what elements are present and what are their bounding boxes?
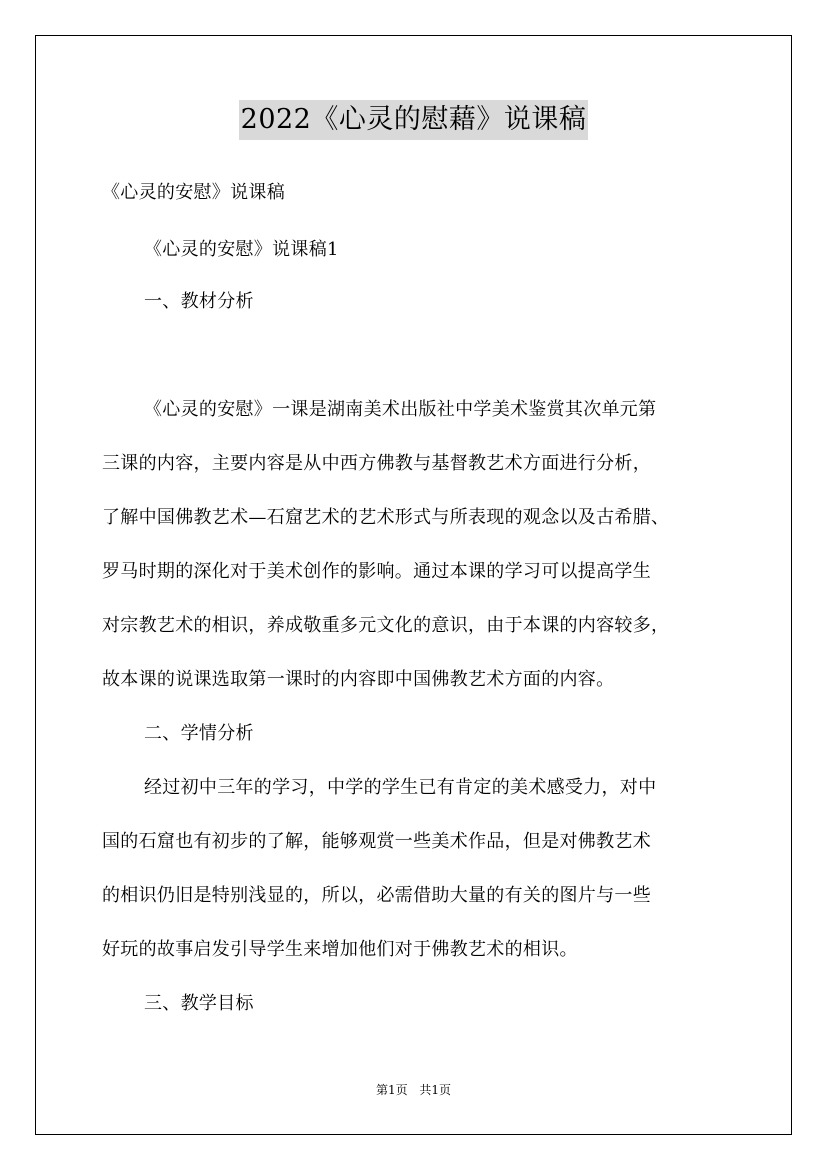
paragraph-line: 罗马时期的深化对于美术创作的影响。通过本课的学习可以提高学生 [102,561,651,582]
paragraph-line: 对宗教艺术的相识，养成敬重多元文化的意识，由于本课的内容较多， [102,615,670,636]
page-number: 第1页 [375,1083,408,1097]
paragraph-line: 经过初中三年的学习，中学的学生已有肯定的美术感受力，对中 [144,777,657,798]
section-heading: 三、教学目标 [144,993,254,1014]
paragraph-line: 了解中国佛教艺术—石窟艺术的艺术形式与所表现的观念以及古希腊、 [102,507,670,528]
paragraph-line: 好玩的故事启发引导学生来增加他们对于佛教艺术的相识。 [102,939,578,960]
section-heading: 《心灵的安慰》说课稿1 [144,239,339,260]
page-total: 共1页 [419,1083,452,1097]
title-container [0,100,827,140]
section-heading: 二、学情分析 [144,723,254,744]
page-footer [0,1082,827,1098]
paragraph-line: 三课的内容，主要内容是从中西方佛教与基督教艺术方面进行分析， [102,453,651,474]
section-heading: 一、教材分析 [144,291,254,312]
document-title: 2022《心灵的慰藉》说课稿 [239,100,589,140]
paragraph-line: 《心灵的安慰》一课是湖南美术出版社中学美术鉴赏其次单元第 [144,399,657,420]
paragraph-line: 国的石窟也有初步的了解，能够观赏一些美术作品，但是对佛教艺术 [102,831,651,852]
paragraph-line: 的相识仍旧是特别浅显的，所以，必需借助大量的有关的图片与一些 [102,885,651,906]
paragraph-line: 故本课的说课选取第一课时的内容即中国佛教艺术方面的内容。 [102,669,615,690]
document-subtitle: 《心灵的安慰》说课稿 [102,182,285,203]
